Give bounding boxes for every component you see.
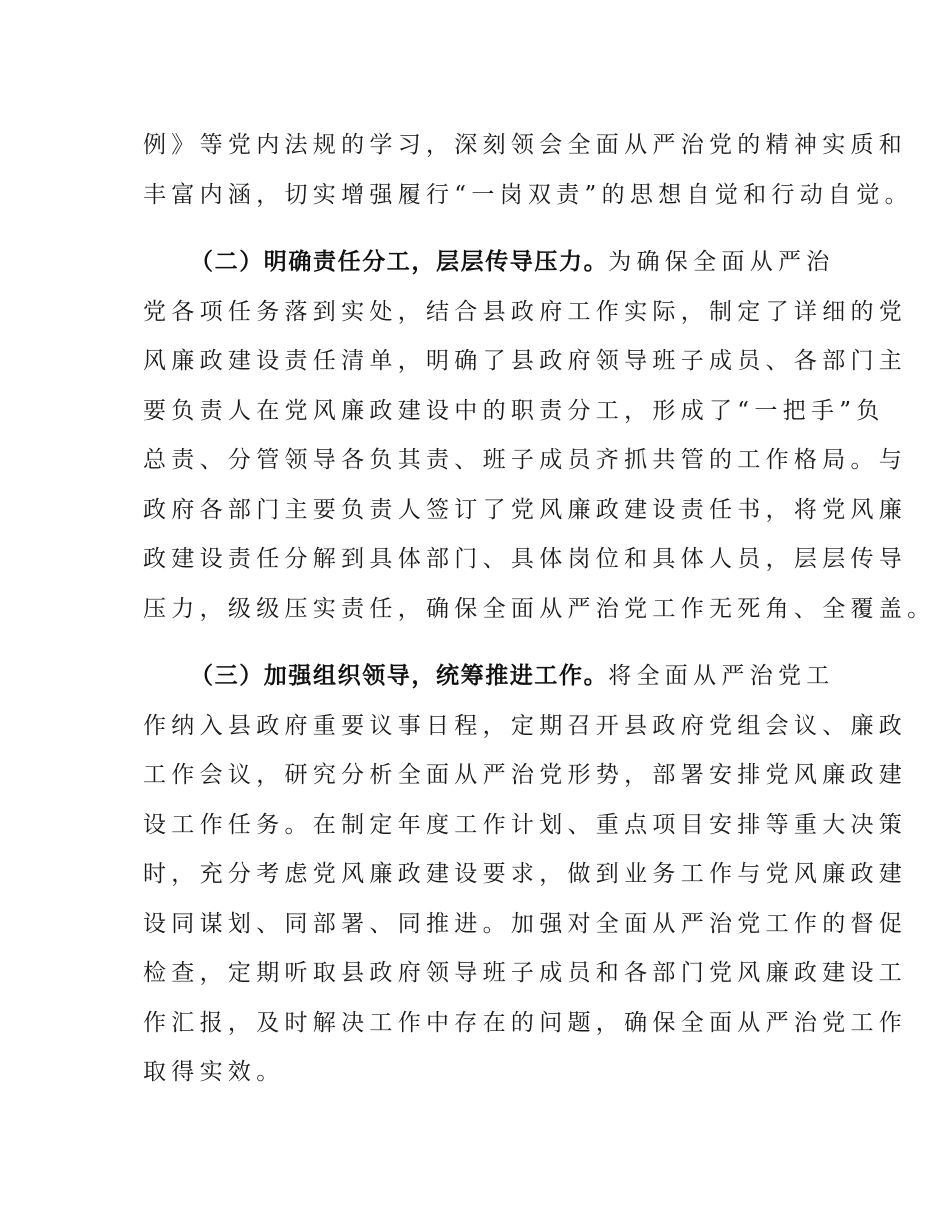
text-line: 作汇报，及时解决工作中存在的问题，确保全面从严治党工作 <box>143 1009 908 1036</box>
text-line: 设工作任务。在制定年度工作计划、重点项目安排等重大决策 <box>143 811 908 838</box>
text-line: 时，充分考虑党风廉政建设要求，做到业务工作与党风廉政建 <box>143 861 908 887</box>
paragraph-section-3 <box>143 652 908 1098</box>
paragraph-continuation <box>143 121 913 220</box>
text-line <box>143 238 833 288</box>
document-body <box>143 121 936 1098</box>
text-line: 作纳入县政府重要议事日程，定期召开县政府党组会议、廉政 <box>143 712 908 739</box>
heading-line-rest: 将全面从严治党工 <box>608 663 835 689</box>
text-line: 政建设责任分解到具体部门、具体岗位和具体人员，层层传导 <box>143 546 908 572</box>
paragraph-section-2 <box>143 238 936 634</box>
text-line: 要负责人在党风廉政建设中的职责分工，形成了“一把手”负 <box>143 397 885 424</box>
text-line: 党各项任务落到实处，结合县政府工作实际，制定了详细的党 <box>143 298 908 325</box>
text-line: 丰富内涵，切实增强履行“一岗双责”的思想自觉和行动自觉。 <box>143 181 913 208</box>
text-line: 压力，级级压实责任，确保全面从严治党工作无死角、全覆盖。 <box>143 595 936 622</box>
text-line: 取得实效。 <box>143 1059 285 1085</box>
text-line: 总责、分管领导各负其责、班子成员齐抓共管的工作格局。与 <box>143 447 908 473</box>
text-line: 风廉政建设责任清单，明确了县政府领导班子成员、各部门主 <box>143 348 908 374</box>
heading-line-rest: 为确保全面从严治 <box>608 249 835 275</box>
section-heading: （三）加强组织领导，统筹推进工作。 <box>190 663 609 689</box>
text-line: 设同谋划、同部署、同推进。加强对全面从严治党工作的督促 <box>143 910 908 937</box>
text-line <box>143 652 833 702</box>
section-heading: （二）明确责任分工，层层传导压力。 <box>190 249 609 275</box>
text-line: 政府各部门主要负责人签订了党风廉政建设责任书，将党风廉 <box>143 496 908 523</box>
text-line: 检查，定期听取县政府领导班子成员和各部门党风廉政建设工 <box>143 960 908 986</box>
text-line: 工作会议，研究分析全面从严治党形势，部署安排党风廉政建 <box>143 762 908 788</box>
text-line: 例》等党内法规的学习，深刻领会全面从严治党的精神实质和 <box>143 132 908 158</box>
